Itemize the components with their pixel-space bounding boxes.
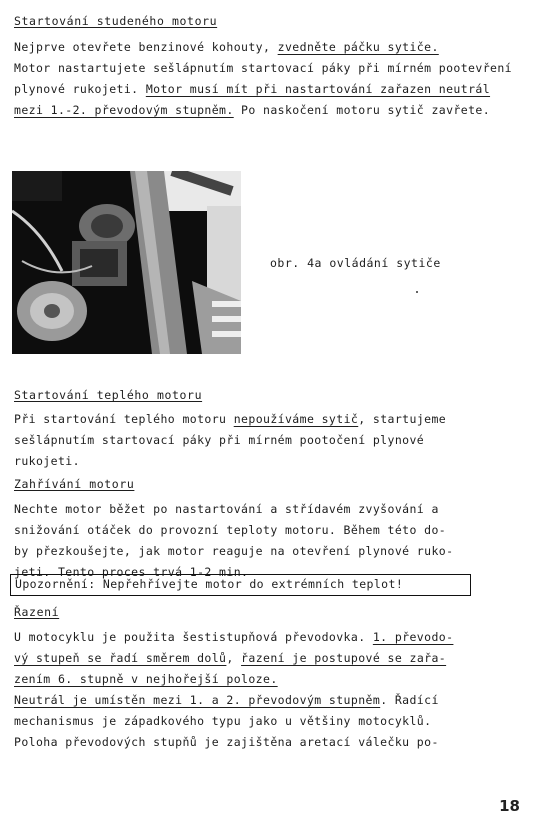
figure-caption: obr. 4a ovládání sytiče	[270, 256, 441, 270]
text-line: mezi 1.-2. převodovým stupněm. Po naskočení motoru sytič zavřete.	[14, 103, 491, 117]
text-line: by přezkoušejte, jak motor reaguje na otevření plynové ruko-	[14, 544, 454, 558]
text-line: Nechte motor běžet po nastartování a střídavém zvyšování a	[14, 502, 439, 516]
heading-warming: Zahřívání motoru	[14, 477, 135, 491]
text-line: Při startování teplého motoru nepoužíváme sytič, startujeme	[14, 412, 447, 426]
text-line: U motocyklu je použita šestistupňová převodovka. 1. převodo-	[14, 630, 454, 644]
text-line: Poloha převodových stupňů je zajištěna aretací válečku po-	[14, 735, 439, 749]
text-line: Motor nastartujete sešlápnutím startovací páky při mírném pootevření	[14, 61, 513, 75]
text-line: snižování otáček do provozní teploty motoru. Během této do-	[14, 523, 447, 537]
text-line: vý stupeň se řadí směrem dolů, řazení je postupové se zařa-	[14, 651, 447, 665]
text-line: jeti. Tento proces trvá 1-2 min.	[14, 565, 249, 579]
paragraph-shifting	[14, 627, 453, 753]
text-line: zením 6. stupně v nejhořejší poloze.	[14, 672, 278, 686]
engine-photo-image	[12, 171, 241, 354]
paragraph-warming	[14, 499, 453, 583]
heading-shifting: Řazení	[14, 605, 60, 619]
choke-control-photo	[12, 171, 241, 354]
page-number: 18	[499, 797, 520, 815]
warning-text: Upozornění: Nepřehřívejte motor do extrémních teplot!	[15, 577, 404, 591]
text-line: Neutrál je umístěn mezi 1. a 2. převodovým stupněm. Řadící	[14, 693, 439, 707]
paragraph-warm-start	[14, 409, 446, 472]
text-line: Nejprve otevřete benzinové kohouty, zvedněte páčku sytiče.	[14, 40, 439, 54]
warning-box	[10, 574, 471, 596]
heading-warm-start: Startování teplého motoru	[14, 388, 203, 402]
text-line: sešlápnutím startovací páky při mírném pootočení plynové	[14, 433, 425, 447]
text-line: rukojeti.	[14, 454, 80, 468]
speck	[416, 291, 418, 293]
paragraph-cold-start	[14, 37, 512, 121]
text-line: plynové rukojeti. Motor musí mít při nastartování zařazen neutrál	[14, 82, 491, 96]
heading-cold-start: Startování studeného motoru	[14, 14, 218, 28]
text-line: mechanismus je západkového typu jako u většiny motocyklů.	[14, 714, 432, 728]
